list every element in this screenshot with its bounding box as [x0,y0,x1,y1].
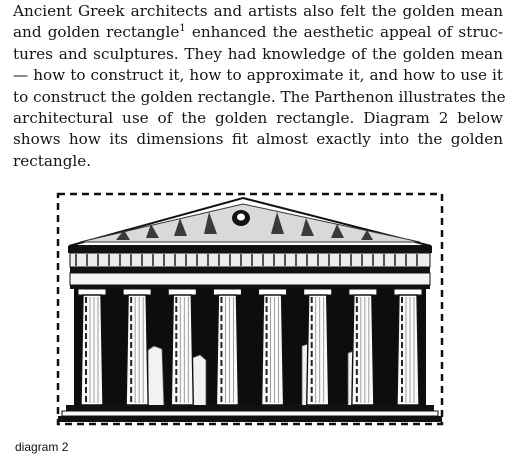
paragraph-line: Ancient Greek architects and artists also felt the golden mean [13,2,503,20]
paragraph-line: tures and sculptures. They had knowledge of the golden mean [13,44,503,63]
paragraph-line [13,22,503,43]
column [259,289,287,405]
figure-caption: diagram 2 [15,440,69,454]
column [123,289,151,405]
architrave-band [70,267,430,273]
architrave [70,273,430,285]
paragraph-line: architectural use of the golden rectangle. Diagram 2 below [13,109,503,128]
cornice [68,246,432,253]
column [78,289,106,405]
column [349,289,377,405]
paragraph-line: rectangle. [13,151,92,170]
parthenon-diagram [56,190,446,430]
line-text-part: and golden rectangle [13,23,180,42]
line-text-part: enhanced the aesthetic appeal of struc- [185,23,503,42]
column [213,289,241,405]
column [304,289,332,405]
base-step [58,416,442,422]
column [168,289,196,405]
column [394,289,422,405]
step [62,411,438,416]
paragraph-line: to construct the golden rectangle. The Parthenon illustrates the [13,87,506,106]
frieze [70,253,430,267]
paragraph-line: — how to construct it, how to approximate it, and how to use it [13,66,503,85]
footnote-marker: 1 [179,23,186,35]
paragraph-line: shows how its dimensions fit almost exactly into the golden [13,130,503,149]
body-paragraph [13,1,506,172]
stylobate [66,405,434,411]
